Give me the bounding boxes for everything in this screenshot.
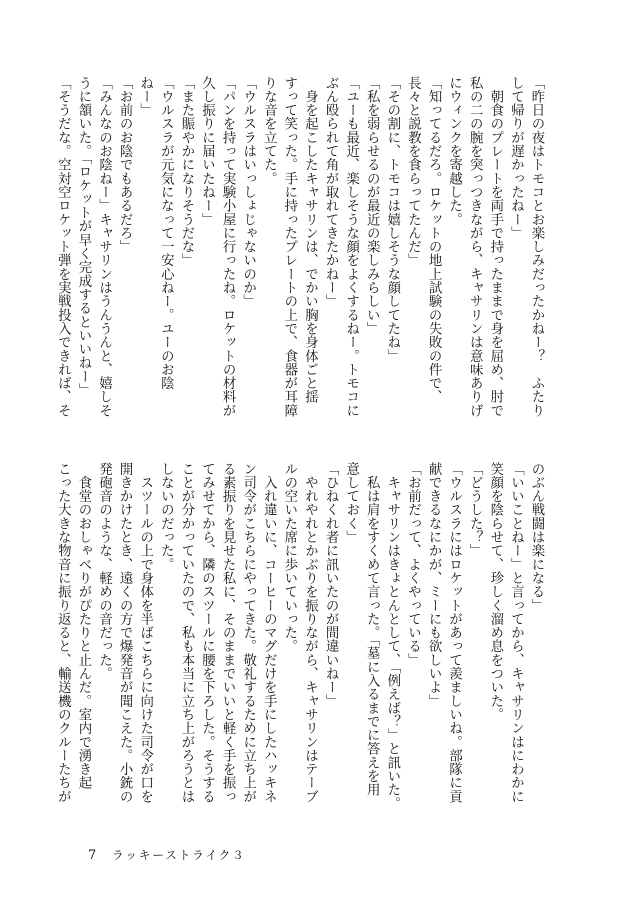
- lower-text-block: [55, 462, 546, 814]
- text-column: りな音を立てた。: [261, 76, 277, 186]
- text-column: 発砲音のような、軽めの音だった。: [96, 462, 112, 681]
- text-column: 「ウルスラにはロケットがあって羨ましいね。部隊に貢: [446, 462, 462, 804]
- text-column: る素振りを見せた私に、そのままでいいと軽く手を振っ: [220, 462, 236, 804]
- text-column: ねー」: [137, 76, 153, 117]
- text-column: 「お前だって、よくやっている」: [405, 462, 421, 667]
- text-column: ン司令がこちらにやってきた。敬礼するために立ち上が: [240, 462, 256, 804]
- text-column: てみせてから、隣のスツールに腰を下ろした。そうする: [199, 462, 215, 804]
- text-column: 「昨日の夜はトモコとお楽しみだったかねー？ ふたり: [529, 76, 544, 418]
- text-column: 「ひねくれ者に訊いたのが間違いねー」: [323, 462, 339, 708]
- text-column: 開きかけたとき、遠くの方で爆発音が聞こえた。小銃の: [117, 462, 133, 804]
- text-column: 長々と説教を食らってたんだ」: [405, 76, 421, 268]
- text-column: キャサリンはきょとんとして、「例えば？」と訊いた。: [384, 462, 400, 811]
- upper-text-block: [55, 76, 546, 428]
- text-column: しないのだった。: [158, 462, 174, 572]
- text-column: 「ウルスラはいっしょじゃないのか」: [240, 76, 256, 309]
- page-footer: [88, 847, 246, 863]
- text-column: のぶん戦闘は楽になる」: [529, 462, 544, 613]
- text-column: 朝食のプレートを両手で持ったままで身を屈め、肘で: [487, 76, 503, 418]
- text-column: 意しておく」: [343, 462, 359, 544]
- text-column: ぶん殴られて角が取れてきたかねー」: [323, 76, 339, 309]
- text-column: 「ウルスラが元気になって一安心ねー。ユーのお陰: [158, 76, 174, 390]
- text-column: すって笑った。手に持ったプレートの上で、食器が耳障: [281, 76, 297, 418]
- text-column: 久し振りに届いたねー」: [199, 76, 215, 227]
- page-number: 7: [88, 848, 97, 863]
- text-column: こった大きな物音に振り返ると、輸送機のクルーたちが: [55, 462, 71, 804]
- text-column: スツールの上で身体を半ばこちらに向けた司令が口を: [137, 462, 153, 804]
- text-column: 笑顔を陰らせて、珍しく溜め息をついた。: [487, 462, 503, 722]
- text-column: うに頷いた。「ロケットが早く完成するといいねー」: [75, 76, 91, 397]
- text-column: 身を起こしたキャサリンは、でかい胸を身体ごと揺: [302, 76, 318, 404]
- text-column: 食堂のおしゃべりがぴたりと止んだ。室内で湧き起: [75, 462, 91, 790]
- text-column: 「お前のお陰でもあるだろ」: [117, 76, 133, 254]
- text-column: ことが分かっていたので、私も本当に立ち上がろうとは: [178, 462, 194, 804]
- text-column: 「いいことねー」と言ってから、キャサリンはにわかに: [508, 462, 524, 804]
- text-column: にウィンクを寄越した。: [446, 76, 462, 227]
- text-column: 「そうだな。空対空ロケット弾を実戦投入できれば、そ: [55, 76, 71, 418]
- text-column: 私は肩をすくめて言った。「墓に入るまでに答えを用: [364, 462, 380, 797]
- text-column: 「パンを持って実験小屋に行ったね。ロケットの材料が: [220, 76, 236, 418]
- text-column: 献できるなにかが、ミーにも欲しいよ」: [426, 462, 442, 708]
- text-column: 「その割に、トモコは嬉しそうな顔してたね」: [384, 76, 400, 363]
- text-column: ルの空いた席に歩いていった。: [281, 462, 297, 654]
- text-column: やれやれとかぶりを振りながら、キャサリンはテーブ: [302, 462, 318, 804]
- text-column: 私の二の腕を突っつきながら、キャサリンは意味ありげ: [467, 76, 483, 418]
- text-column: 「どうした？」: [467, 462, 483, 558]
- text-column: 「みんなのお陰ねー」キャサリンはうんうんと、嬉しそ: [96, 76, 112, 418]
- text-column: 「私を弱らせるのが最近の楽しみらしい」: [364, 76, 380, 336]
- text-column: 「知ってるだろ。ロケットの地上試験の失敗の件で、: [426, 76, 442, 404]
- text-column: 入れ違いに、コーヒーのマグだけを手にしたハッキネ: [261, 462, 277, 804]
- text-column: 「ユーも最近、楽しそうな顔をよくするねー。トモコに: [343, 76, 359, 418]
- text-column: 「また賑やかになりそうだな」: [178, 76, 194, 268]
- text-column: して帰りが遅かったねー」: [508, 76, 524, 240]
- running-title: ラッキーストライク３: [112, 848, 246, 862]
